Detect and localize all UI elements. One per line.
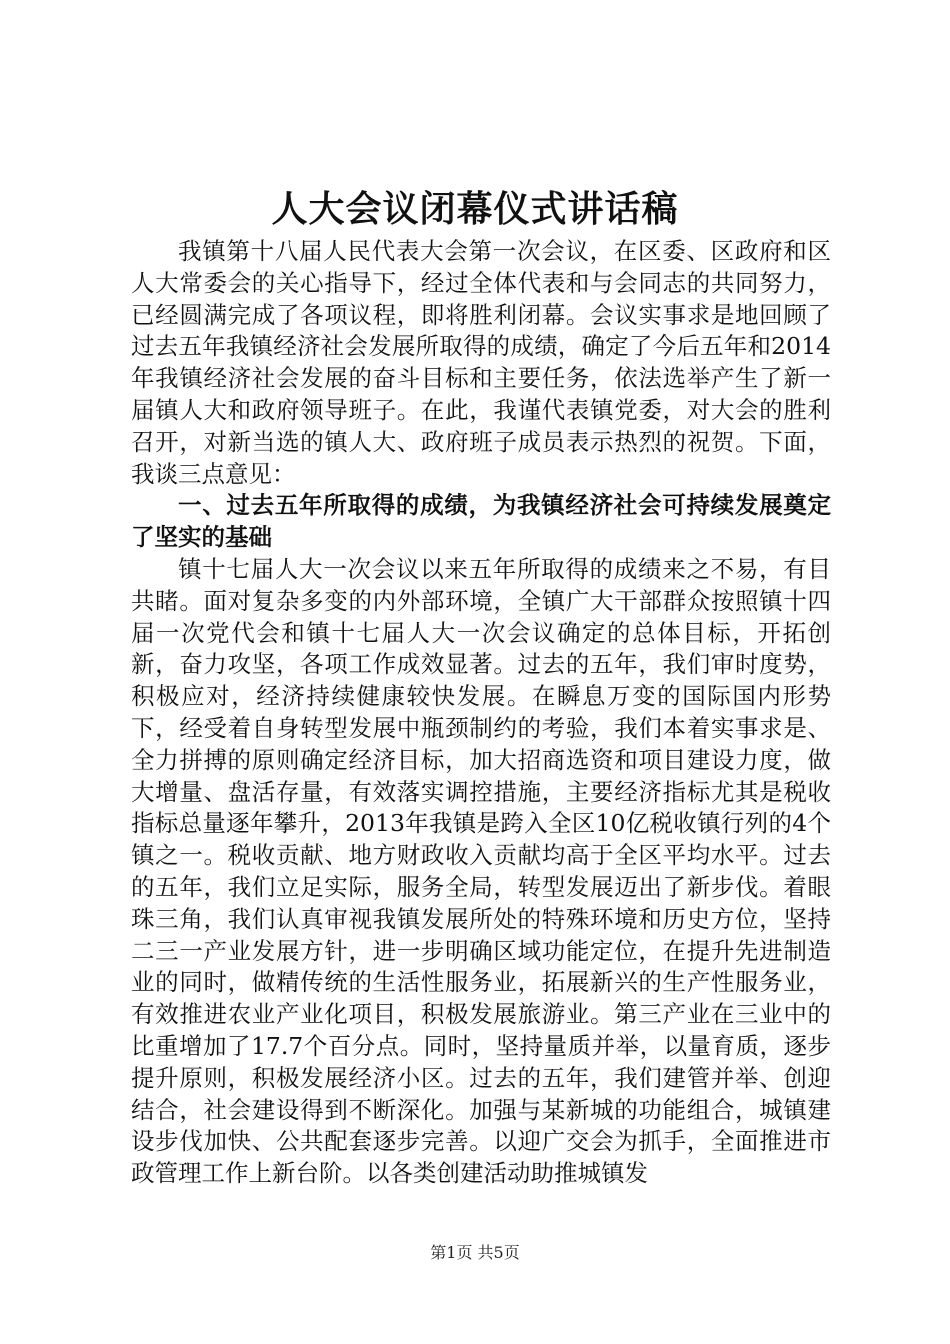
page-footer: 第1页 共5页 <box>430 1243 520 1262</box>
paragraph-intro: 我镇第十八届人民代表大会第一次会议，在区委、区政府和区人大常委会的关心指导下，经过全体代表和与会同志的共同努力，已经圆满完成了各项议程，即将胜利闭幕。会议实事求是地回顾了过去五年我镇经济社会发展所取得的成绩，确定了今后五年和2014年我镇经济社会发展的奋斗目标和主要任务，依法选举产生了新一届镇人大和政府领导班子。在此，我谨代表镇党委，对大会的胜利召开，对新当选的镇人大、政府班子成员表示热烈的祝贺。下面，我谈三点意见： <box>131 237 831 488</box>
document-title: 人大会议闭幕仪式讲话稿 <box>271 188 679 230</box>
document-body <box>131 236 831 1190</box>
paragraph-section-1: 镇十七届人大一次会议以来五年所取得的成绩来之不易，有目共睹。面对复杂多变的内外部环境，全镇广大干部群众按照镇十四届一次党代会和镇十七届人大一次会议确定的总体目标，开拓创新，奋力攻坚，各项工作成效显著。过去的五年，我们审时度势，积极应对，经济持续健康较快发展。在瞬息万变的国际国内形势下，经受着自身转型发展中瓶颈制约的考验，我们本着实事求是、全力拼搏的原则确定经济目标，加大招商选资和项目建设力度，做大增量、盘活存量，有效落实调控措施，主要经济指标尤其是税收指标总量逐年攀升，2013年我镇是跨入全区10亿税收镇行列的4个镇之一。税收贡献、地方财政收入贡献均高于全区平均水平。过去的五年，我们立足实际，服务全局，转型发展迈出了新步伐。着眼珠三角，我们认真审视我镇发展所处的特殊环境和历史方位，坚持二三一产业发展方针，进一步明确区域功能定位，在提升先进制造业的同时，做精传统的生活性服务业，拓展新兴的生产性服务业，有效推进农业产业化项目，积极发展旅游业。第三产业在三业中的比重增加了17.7个百分点。同时，坚持量质并举，以量育质，逐步提升原则，积极发展经济小区。过去的五年，我们建管并举、创迎结合，社会建设得到不断深化。加强与某新城的功能组合，城镇建设步伐加快、公共配套逐步完善。以迎广交会为抓手，全面推进市政管理工作上新台阶。以各类创建活动助推城镇发 <box>131 554 831 1188</box>
section-heading-1: 一、过去五年所取得的成绩，为我镇经济社会可持续发展奠定了坚实的基础 <box>131 491 831 552</box>
